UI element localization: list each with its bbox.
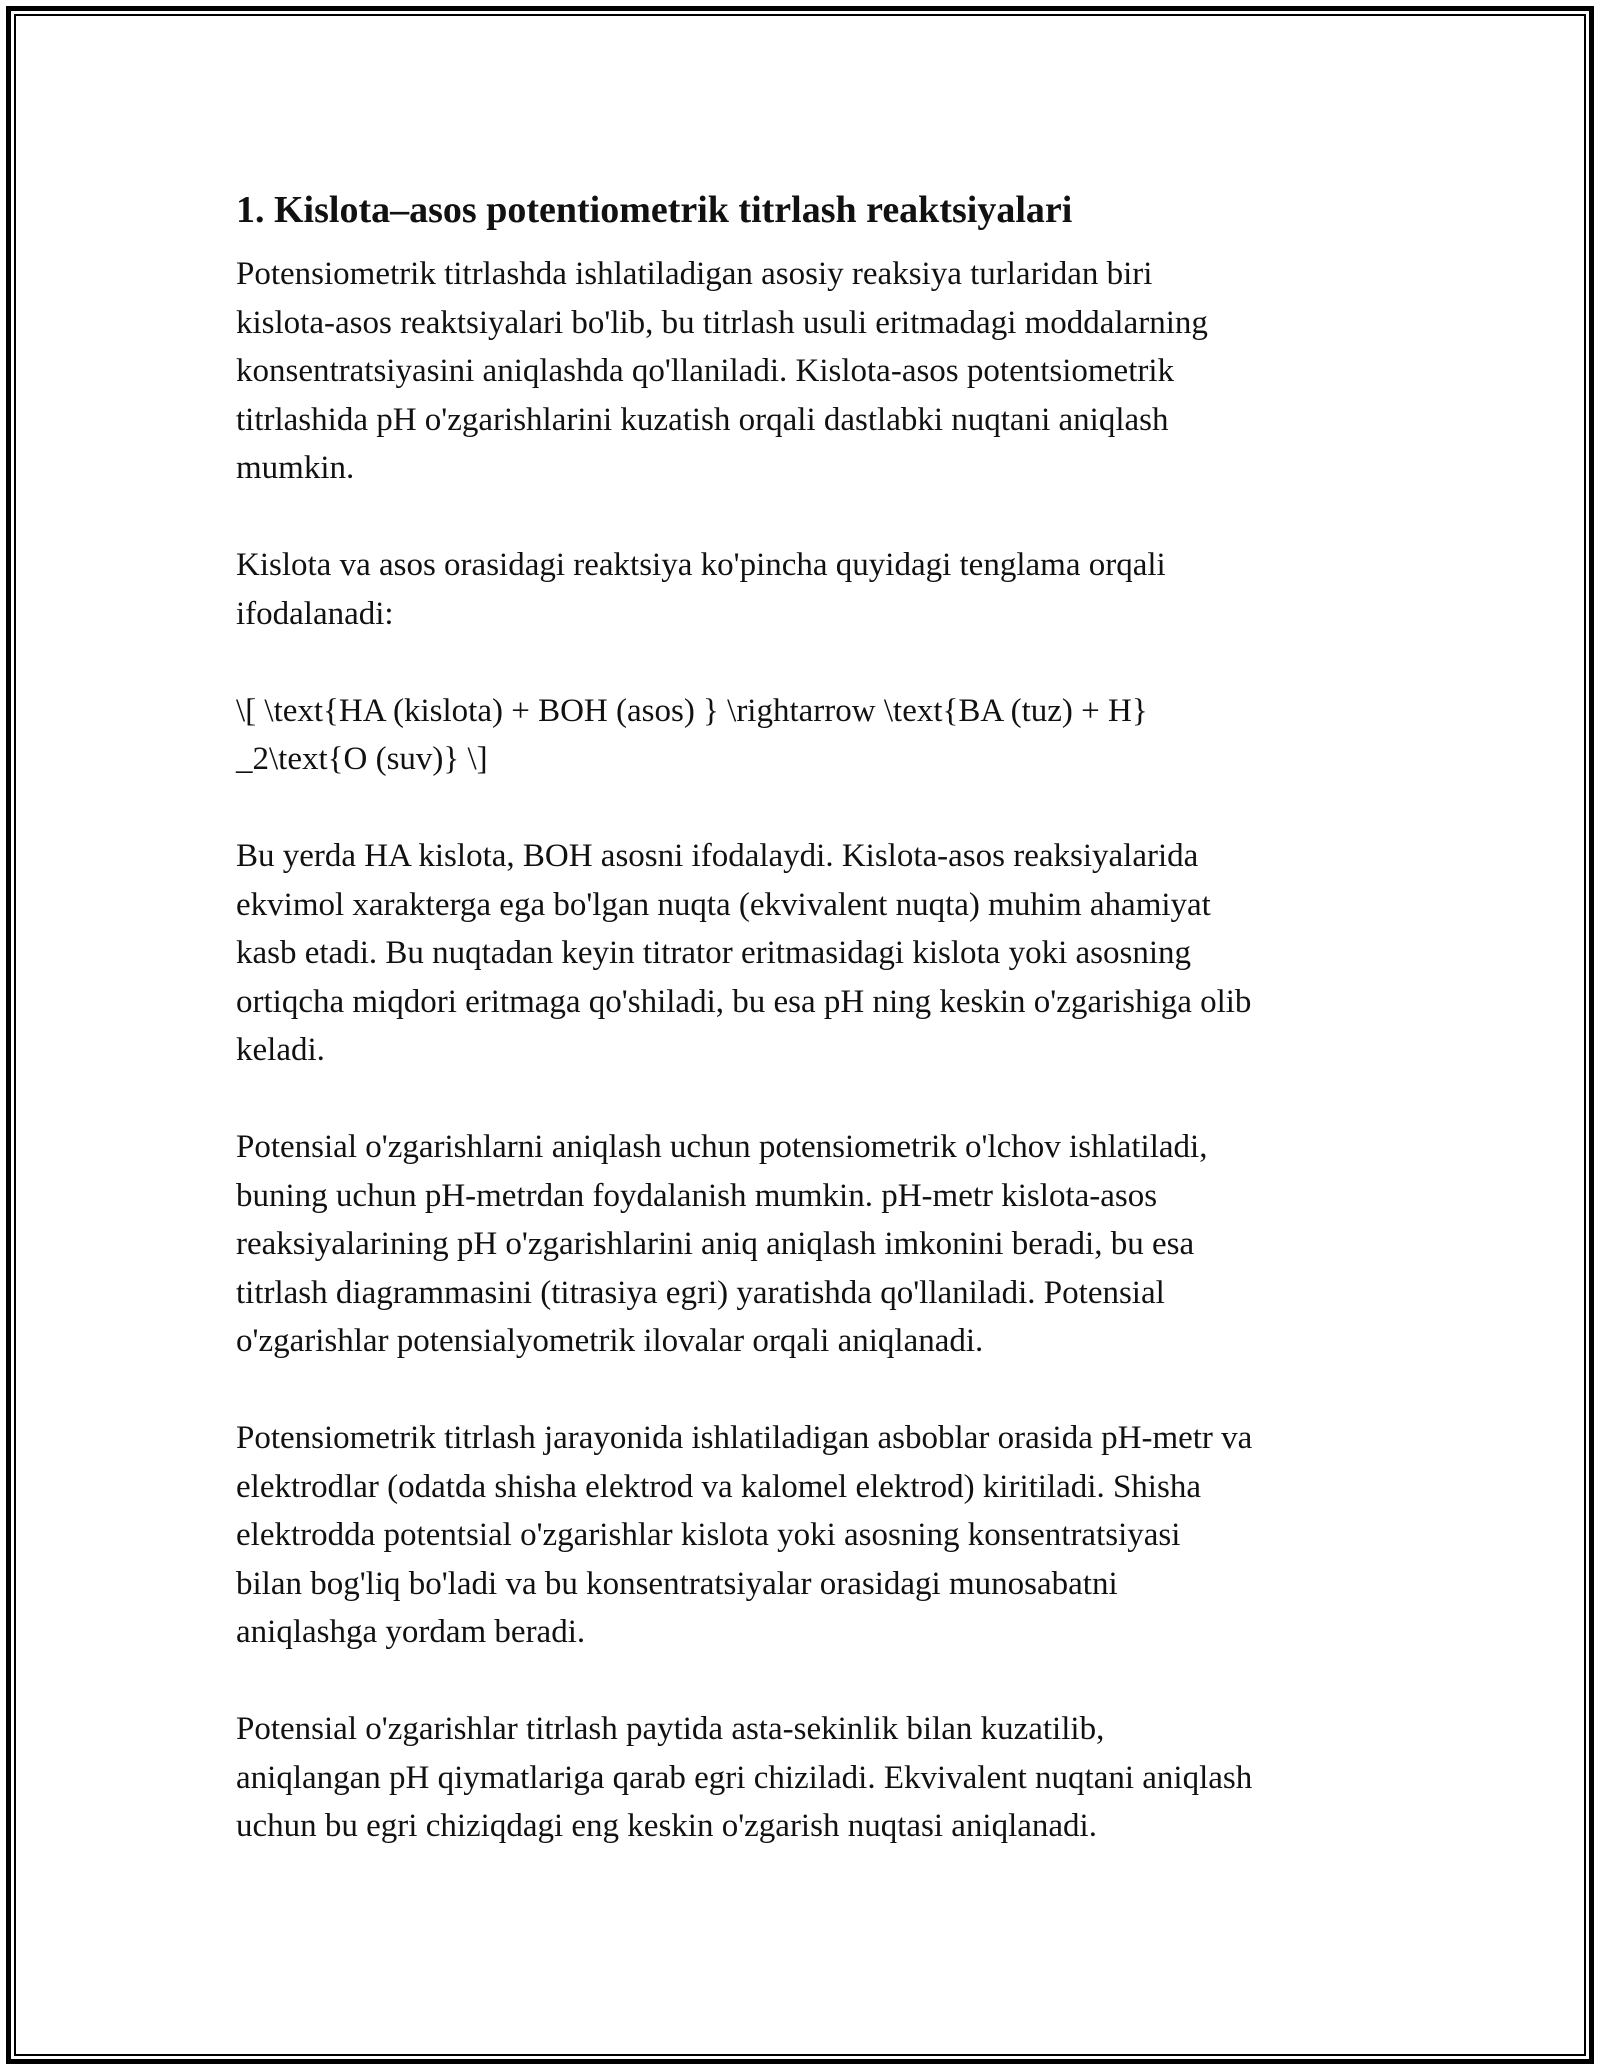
text-line: konsentratsiyasini aniqlashda qo'llaniladi. Kislota-asos potentsiometrik — [236, 353, 1175, 389]
text-line: Kislota va asos orasidagi reaktsiya ko'pincha quyidagi tenglama orqali — [236, 547, 1166, 583]
equation-line: _2\text{O (suv)} \] — [236, 741, 488, 777]
text-line: elektrodlar (odatda shisha elektrod va kalomel elektrod) kiritiladi. Shisha — [236, 1468, 1201, 1505]
text-line: keladi. — [236, 1032, 325, 1068]
text-line: titrlashida pH o'zgarishlarini kuzatish orqali dastlabki nuqtani aniqlash — [236, 401, 1169, 438]
text-line: o'zgarishlar potensialyometrik ilovalar orqali aniqlanadi. — [236, 1323, 984, 1359]
text-line: ifodalanadi: — [236, 595, 394, 632]
paragraph-instruments — [236, 1414, 1376, 1657]
text-line: mumkin. — [236, 450, 355, 486]
text-line: kasb etadi. Bu nuqtadan keyin titrator eritmasidagi kislota yoki asosning — [236, 935, 1191, 971]
paragraph-ph-meter — [236, 1123, 1376, 1366]
text-line: bilan bog'liq bo'ladi va bu konsentratsiyalar orasidagi munosabatni — [236, 1565, 1118, 1602]
text-line: uchun bu egri chiziqdagi eng keskin o'zgarish nuqtasi aniqlanadi. — [236, 1808, 1097, 1844]
text-line: titrlash diagrammasini (titrasiya egri) yaratishda qo'llaniladi. Potensial — [236, 1274, 1165, 1311]
text-line: Potensial o'zgarishlarni aniqlash uchun potensiometrik o'lchov ishlatiladi, — [236, 1129, 1208, 1165]
paragraph-equation — [236, 687, 1376, 784]
text-line: ekvimol xarakterga ega bo'lgan nuqta (ekvivalent nuqta) muhim ahamiyat — [236, 886, 1211, 923]
text-line: Bu yerda HA kislota, BOH asosni ifodalaydi. Kislota-asos reaksiyalarida — [236, 838, 1199, 874]
paragraph-curve — [236, 1705, 1376, 1851]
text-line: Potensial o'zgarishlar titrlash paytida asta-sekinlik bilan kuzatilib, — [236, 1711, 1105, 1747]
paragraph-intro — [236, 250, 1376, 493]
text-line: kislota-asos reaktsiyalari bo'lib, bu titrlash usuli eritmadagi moddalarning — [236, 304, 1208, 341]
equation-line: \[ \text{HA (kislota) + BOH (asos) } \rightarrow \text{BA (tuz) + H} — [236, 692, 1148, 729]
text-line: Potensiometrik titrlash jarayonida ishlatiladigan asboblar orasida pH-metr va — [236, 1420, 1253, 1456]
text-line: reaksiyalarining pH o'zgarishlarini aniq aniqlash imkonini beradi, bu esa — [236, 1226, 1195, 1262]
paragraph-equivalence-point — [236, 832, 1376, 1075]
text-line: elektrodda potentsial o'zgarishlar kislota yoki asosning konsentratsiyasi — [236, 1517, 1181, 1553]
text-line: aniqlangan pH qiymatlariga qarab egri chiziladi. Ekvivalent nuqtani aniqlash — [236, 1759, 1253, 1796]
text-line: aniqlashga yordam beradi. — [236, 1614, 586, 1650]
text-line: buning uchun pH-metrdan foydalanish mumkin. pH-metr kislota-asos — [236, 1177, 1158, 1214]
section-heading: 1. Kislota–asos potentiometrik titrlash reaktsiyalari — [236, 189, 1073, 231]
text-line: ortiqcha miqdori eritmaga qo'shiladi, bu esa pH ning keskin o'zgarishiga olib — [236, 983, 1252, 1020]
text-line: Potensiometrik titrlashda ishlatiladigan asosiy reaksiya turlaridan biri — [236, 256, 1153, 292]
document-body — [236, 186, 1376, 1899]
paragraph-equation-intro — [236, 541, 1376, 638]
